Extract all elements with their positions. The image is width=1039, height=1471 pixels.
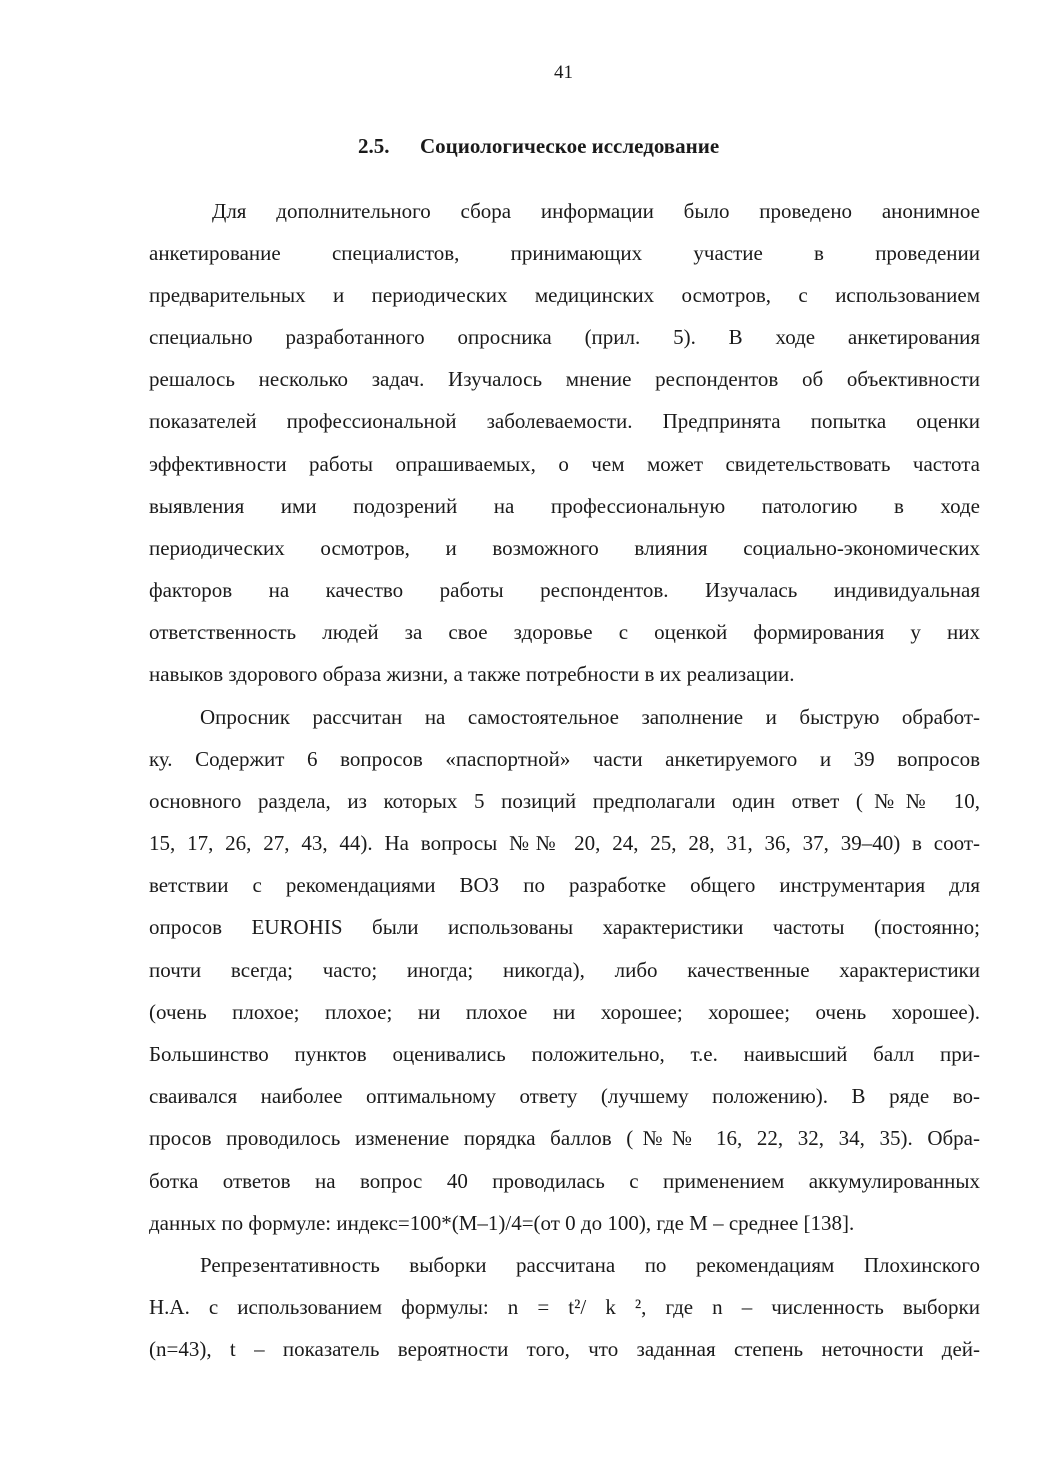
text-line: данных по формуле: индекс=100*(М–1)/4=(от 0 до 100), где М – среднее [138]. [149,1211,855,1235]
text-line: Большинство пунктов оценивались положительно, т.е. наивысший балл при- [149,1042,980,1066]
text-line: Для дополнительного сбора информации было проведено анонимное [212,199,980,223]
section-number: 2.5. [358,134,390,158]
text-line: 15, 17, 26, 27, 43, 44). На вопросы №№ 20, 24, 25, 28, 31, 36, 37, 39–40) в соот- [149,831,980,855]
text-line: сваивался наиболее оптимальному ответу (лучшему положению). В ряде во- [149,1084,980,1108]
text-line: ответственность людей за свое здоровье с оценкой формирования у них [149,620,980,644]
text-line: опросов EUROHIS были использованы характеристики частоты (постоянно; [149,915,980,939]
text-line: основного раздела, из которых 5 позиций предполагали один ответ (№№ 10, [149,789,980,813]
text-line: ветствии с рекомендациями ВОЗ по разработке общего инструментария для [149,873,980,897]
text-line: показателей профессиональной заболеваемости. Предпринята попытка оценки [149,409,980,433]
text-line: почти всегда; часто; иногда; никогда), либо качественные характеристики [149,958,980,982]
text-line: ботка ответов на вопрос 40 проводилась с применением аккумулированных [149,1169,980,1193]
text-line: факторов на качество работы респондентов. Изучалась индивидуальная [149,578,980,602]
text-line: специально разработанного опросника (прил. 5). В ходе анкетирования [149,325,980,349]
text-line: периодических осмотров, и возможного влияния социально-экономических [149,536,980,560]
text-line: Опросник рассчитан на самостоятельное заполнение и быструю обработ- [200,705,980,729]
text-line: Н.А. с использованием формулы: n = t²/ k ², где n – численность выборки [149,1295,980,1319]
text-line: предварительных и периодических медицинских осмотров, с использованием [149,283,980,307]
text-line: (n=43), t – показатель вероятности того, что заданная степень неточности дей- [149,1337,980,1361]
section-heading [358,134,719,159]
page-number: 41 [554,62,573,83]
text-line: эффективности работы опрашиваемых, о чем может свидетельствовать частота [149,452,980,476]
text-line: решалось несколько задач. Изучалось мнение респондентов об объективности [149,367,980,391]
text-line: навыков здорового образа жизни, а также потребности в их реализации. [149,662,795,686]
text-line: просов проводилось изменение порядка баллов (№№ 16, 22, 32, 34, 35). Обра- [149,1126,980,1150]
text-line: анкетирование специалистов, принимающих участие в проведении [149,241,980,265]
section-title: Социологическое исследование [420,134,720,158]
text-line: (очень плохое; плохое; ни плохое ни хорошее; хорошее; очень хорошее). [149,1000,980,1024]
text-line: выявления ими подозрений на профессиональную патологию в ходе [149,494,980,518]
text-line: Репрезентативность выборки рассчитана по рекомендациям Плохинского [200,1253,980,1277]
text-line: ку. Содержит 6 вопросов «паспортной» части анкетируемого и 39 вопросов [149,747,980,771]
